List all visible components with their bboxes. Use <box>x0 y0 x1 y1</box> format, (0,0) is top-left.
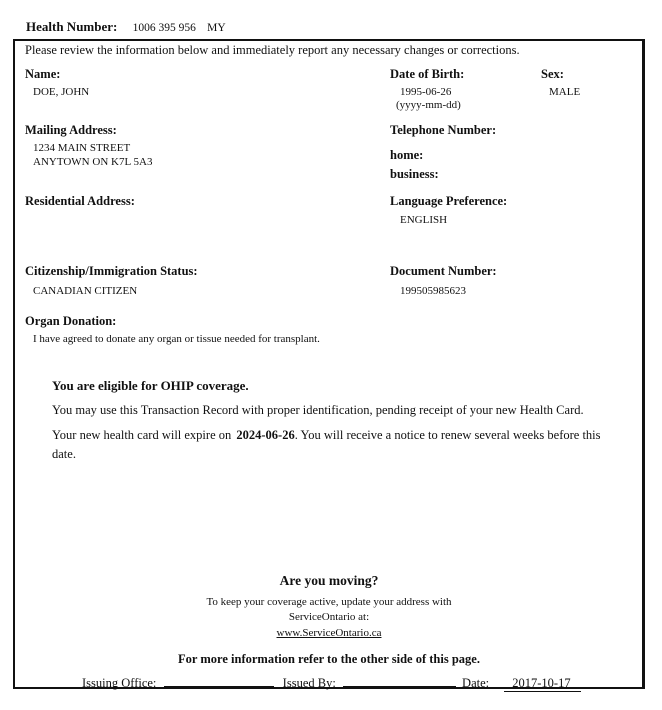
issuing-office-label: Issuing Office: <box>82 676 157 690</box>
organ-donation-label: Organ Donation: <box>25 314 117 328</box>
sex-label: Sex: <box>541 67 564 81</box>
telephone-home-label: home: <box>390 148 424 162</box>
language-value: ENGLISH <box>400 214 448 226</box>
document-number-label: Document Number: <box>390 264 497 278</box>
moving-line2: ServiceOntario at: <box>288 611 370 623</box>
date-value: 2017-10-17 <box>504 676 580 692</box>
moving-line1: To keep your coverage active, update your address with <box>206 596 452 608</box>
version-code: MY <box>207 22 226 34</box>
language-label: Language Preference: <box>390 194 508 208</box>
citizenship-value: CANADIAN CITIZEN <box>33 285 138 297</box>
citizenship-label: Citizenship/Immigration Status: <box>25 264 198 278</box>
health-number-value: 1006 395 956 <box>132 22 196 34</box>
sex-value: MALE <box>549 86 581 98</box>
mailing-address-line2: ANYTOWN ON K7L 5A3 <box>33 156 153 168</box>
dob-value: 1995-06-26 <box>400 86 452 98</box>
organ-donation-value: I have agreed to donate any organ or tissue needed for transplant. <box>33 333 320 345</box>
residential-address-label: Residential Address: <box>25 194 135 208</box>
mailing-address-line1: 1234 MAIN STREET <box>33 142 131 154</box>
expiry-date: 2024-06-26 <box>236 428 295 442</box>
eligibility-line2 <box>52 428 601 443</box>
name-value: DOE, JOHN <box>33 86 90 98</box>
health-number-row <box>26 19 226 35</box>
eligibility-line2-suffix: . You will receive a notice to renew several weeks before this <box>294 428 601 442</box>
moving-link-row <box>13 627 645 639</box>
date-label: Date: <box>462 676 490 690</box>
dob-label: Date of Birth: <box>390 67 465 81</box>
issuing-office-blank <box>164 675 274 687</box>
issued-by-blank <box>343 675 456 687</box>
document-number-value: 199505985623 <box>400 285 466 297</box>
eligibility-line3: date. <box>52 447 76 461</box>
footer-row <box>82 675 581 692</box>
name-label: Name: <box>25 67 61 81</box>
dob-format: (yyyy-mm-dd) <box>396 99 461 111</box>
eligibility-line2-prefix: Your new health card will expire on <box>52 428 232 442</box>
service-ontario-link[interactable]: www.ServiceOntario.ca <box>276 627 382 639</box>
more-info-notice: For more information refer to the other side of this page. <box>178 652 480 666</box>
telephone-label: Telephone Number: <box>390 123 497 137</box>
review-notice: Please review the information below and immediately report any necessary changes or corrections. <box>25 43 520 57</box>
telephone-business-label: business: <box>390 167 439 181</box>
eligibility-line1: You may use this Transaction Record with proper identification, pending receipt of your new Health Card. <box>52 403 584 417</box>
moving-title: Are you moving? <box>279 573 379 588</box>
eligibility-title: You are eligible for OHIP coverage. <box>52 378 249 393</box>
issued-by-label: Issued By: <box>282 676 336 690</box>
mailing-address-label: Mailing Address: <box>25 123 117 137</box>
health-number-label: Health Number: <box>26 19 118 34</box>
